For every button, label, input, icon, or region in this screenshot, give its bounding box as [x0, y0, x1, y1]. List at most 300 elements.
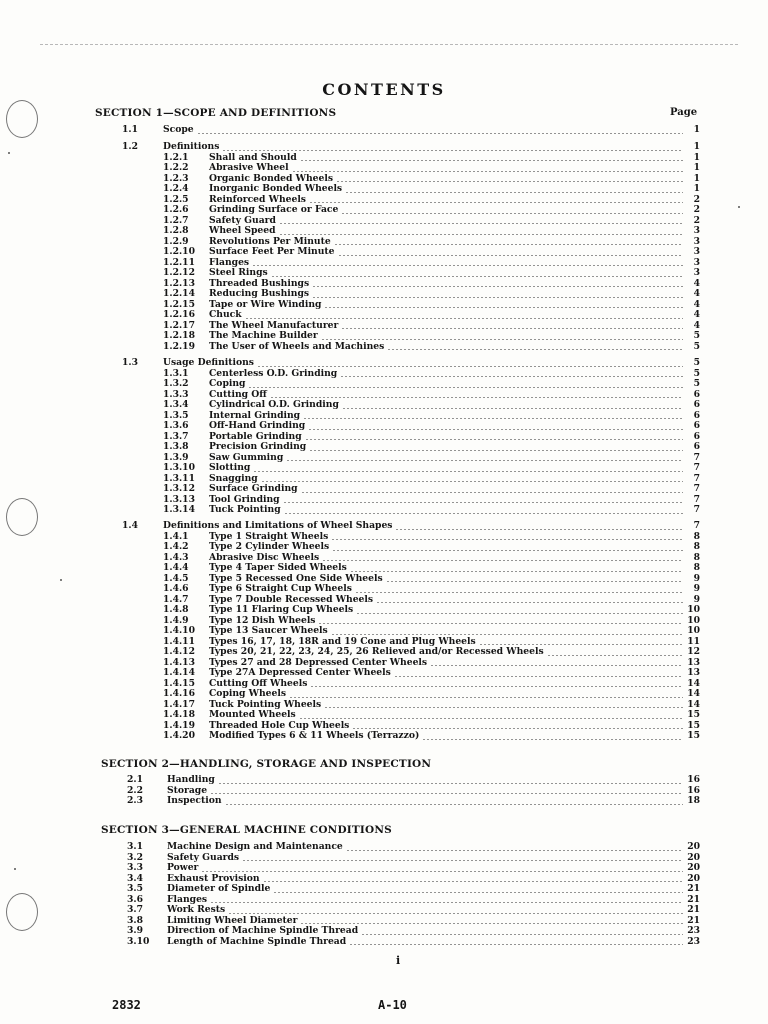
entry-page-number: 5	[693, 341, 700, 352]
entry-number: 1.4.3	[163, 552, 189, 563]
toc-entry-row	[163, 400, 700, 411]
toc-entry-row	[163, 658, 700, 669]
dot-leader	[331, 539, 683, 540]
entry-title: Tuck Pointing Wheels	[209, 699, 322, 710]
entry-number: 3.9	[127, 926, 143, 936]
dot-leader	[303, 418, 683, 419]
entry-page-number: 3	[693, 268, 700, 278]
dot-leader	[261, 481, 683, 482]
entry-page-number: 9	[693, 573, 700, 584]
entry-page-number: 8	[693, 531, 700, 542]
toc-entry-row	[163, 205, 700, 216]
dot-leader	[309, 450, 683, 451]
dot-leader	[245, 318, 683, 319]
entry-title: Wheel Speed	[209, 226, 276, 236]
entry-page-number: 15	[687, 710, 700, 720]
entry-title: Handling	[167, 775, 215, 785]
toc-entry-row	[163, 226, 700, 237]
toc-entry-row	[163, 542, 700, 553]
toc-group-row	[127, 842, 700, 853]
dot-leader	[308, 429, 683, 430]
toc-entry-row	[163, 421, 700, 432]
entry-title: Reducing Bushings	[209, 289, 310, 299]
dot-leader	[248, 387, 683, 388]
dot-leader	[257, 366, 683, 367]
entry-number: 1.3.1	[163, 368, 189, 379]
dot-leader	[197, 133, 683, 134]
dot-leader	[361, 934, 683, 935]
toc-entry-row	[163, 637, 700, 648]
entry-page-number: 5	[693, 379, 700, 389]
entry-page-number: 20	[687, 863, 700, 873]
entry-page-number: 4	[693, 310, 700, 320]
toc-entry-row	[163, 195, 700, 206]
entry-number: 1.2.4	[163, 184, 189, 194]
entry-page-number: 3	[693, 257, 700, 268]
toc-entry-row	[163, 153, 700, 164]
entry-number: 1.4.14	[163, 668, 195, 678]
toc-entry-row	[163, 300, 700, 311]
toc-entry-row	[163, 247, 700, 258]
entry-number: 3.6	[127, 894, 143, 905]
entry-page-number: 4	[693, 278, 700, 289]
scan-speck	[60, 579, 62, 581]
toc-entry-row	[163, 584, 700, 595]
entry-title: Type 2 Cylinder Wheels	[209, 542, 330, 552]
dot-leader	[321, 339, 683, 340]
dot-leader	[331, 634, 683, 635]
dot-leader	[271, 276, 683, 277]
entry-number: 1.2.9	[163, 236, 189, 247]
dot-leader	[270, 397, 683, 398]
dot-leader	[336, 181, 683, 182]
entry-title: Types 16, 17, 18, 18R and 19 Cone and Plug Wheels	[209, 636, 476, 647]
entry-title: Type 5 Recessed One Side Wheels	[209, 573, 383, 584]
entry-number: 1.4	[122, 521, 138, 531]
toc-group-row	[122, 358, 700, 369]
entry-number: 1.4.1	[163, 531, 189, 542]
entry-title: Grinding Surface or Face	[209, 205, 339, 215]
entry-number: 1.4.5	[163, 573, 189, 584]
entry-number: 1.4.7	[163, 594, 189, 605]
dot-leader	[332, 550, 683, 551]
footer-reference: A-10	[378, 998, 407, 1012]
dot-leader	[210, 902, 683, 903]
entry-page-number: 16	[687, 775, 700, 785]
entry-title: Machine Design and Maintenance	[167, 842, 343, 852]
toc-entry-row	[163, 616, 700, 627]
entry-number: 3.2	[127, 852, 143, 863]
toc-entry-row	[163, 731, 700, 742]
dot-leader	[286, 460, 683, 461]
dot-leader	[312, 286, 683, 287]
dot-leader	[300, 160, 683, 161]
entry-number: 1.4.20	[163, 731, 195, 741]
entry-title: Power	[167, 863, 199, 873]
toc-group-row	[127, 926, 700, 937]
dot-leader	[228, 913, 683, 914]
section-heading: SECTION 1—SCOPE AND DEFINITIONS	[95, 107, 337, 119]
entry-title: Centerless O.D. Grinding	[209, 368, 338, 379]
entry-number: 1.2.5	[163, 194, 189, 205]
entry-page-number: 3	[693, 236, 700, 247]
entry-title: The Wheel Manufacturer	[209, 320, 339, 331]
entry-title: Type 4 Taper Sided Wheels	[209, 563, 347, 573]
toc-entry-row	[163, 563, 700, 574]
scan-speck	[8, 152, 10, 154]
entry-page-number: 9	[693, 584, 700, 594]
entry-number: 1.3.5	[163, 410, 189, 421]
dot-leader	[284, 513, 683, 514]
entry-page-number: 7	[693, 505, 700, 515]
dot-leader	[279, 234, 683, 235]
toc-group-row	[127, 853, 700, 864]
entry-page-number: 6	[693, 389, 700, 400]
entry-page-number: 20	[687, 852, 700, 863]
entry-number: 1.4.19	[163, 720, 195, 731]
toc-entry-row	[163, 289, 700, 300]
toc-group-row	[122, 142, 700, 153]
entry-title: Tape or Wire Winding	[209, 299, 322, 310]
dot-leader	[341, 213, 683, 214]
scan-speck	[14, 868, 16, 870]
entry-title: Scope	[163, 125, 194, 135]
toc-entry-row	[163, 553, 700, 564]
entry-number: 1.4.16	[163, 689, 195, 699]
entry-title: Reinforced Wheels	[209, 194, 306, 205]
entry-page-number: 21	[687, 894, 700, 905]
dot-leader	[422, 739, 683, 740]
entry-number: 1.4.18	[163, 710, 195, 720]
dot-leader	[349, 944, 683, 945]
entry-page-number: 10	[687, 626, 700, 636]
entry-page-number: 4	[693, 299, 700, 310]
entry-page-number: 23	[687, 936, 700, 947]
toc-entry-row	[163, 163, 700, 174]
entry-title: Revolutions Per Minute	[209, 236, 331, 247]
toc-entry-row	[163, 279, 700, 290]
entry-number: 1.2.1	[163, 152, 189, 163]
entry-number: 1.2	[122, 142, 138, 152]
entry-title: Internal Grinding	[209, 410, 301, 421]
entry-page-number: 2	[693, 194, 700, 205]
entry-number: 1.2.7	[163, 215, 189, 226]
dot-leader	[218, 783, 683, 784]
entry-page-number: 14	[687, 689, 700, 699]
dot-leader	[225, 804, 683, 805]
toc-group-row	[127, 916, 700, 927]
entry-title: Tool Grinding	[209, 494, 280, 505]
entry-title: Direction of Machine Spindle Thread	[167, 926, 359, 936]
entry-page-number: 15	[687, 731, 700, 741]
entry-number: 1.3.12	[163, 484, 195, 494]
dot-leader	[352, 728, 683, 729]
entry-page-number: 13	[687, 657, 700, 668]
punch-hole-middle	[6, 498, 38, 536]
entry-number: 1.2.13	[163, 278, 195, 289]
toc-entry-row	[163, 495, 700, 506]
entry-number: 3.10	[127, 936, 150, 947]
entry-title: Flanges	[209, 257, 250, 268]
entry-number: 1.4.2	[163, 542, 189, 552]
dot-leader	[334, 244, 683, 245]
dot-leader	[309, 202, 683, 203]
entry-title: Diameter of Spindle	[167, 884, 271, 894]
entry-page-number: 20	[687, 873, 700, 884]
entry-number: 1.4.11	[163, 636, 195, 647]
dot-leader	[279, 223, 683, 224]
entry-page-number: 15	[687, 720, 700, 731]
toc-entry-row	[163, 268, 700, 279]
toc-entry-row	[163, 484, 700, 495]
entry-page-number: 23	[687, 926, 700, 936]
entry-number: 1.2.19	[163, 341, 195, 352]
entry-page-number: 8	[693, 552, 700, 563]
entry-page-number: 6	[693, 421, 700, 431]
dot-leader	[289, 697, 683, 698]
entry-title: The Machine Builder	[209, 331, 318, 341]
dot-leader	[350, 571, 683, 572]
entry-number: 1.3.11	[163, 473, 195, 484]
entry-title: Chuck	[209, 310, 242, 320]
entry-page-number: 6	[693, 400, 700, 410]
toc-entry-row	[163, 532, 700, 543]
entry-title: Inspection	[167, 796, 222, 806]
entry-page-number: 2	[693, 215, 700, 226]
entry-title: Portable Grinding	[209, 431, 302, 442]
toc-group-row	[122, 125, 700, 136]
dot-leader	[356, 613, 683, 614]
entry-page-number: 4	[693, 320, 700, 331]
entry-title: Type 6 Straight Cup Wheels	[209, 584, 352, 594]
entry-number: 3.1	[127, 842, 143, 852]
entry-number: 2.1	[127, 775, 143, 785]
entry-number: 2.2	[127, 785, 143, 796]
entry-number: 1.2.18	[163, 331, 195, 341]
entry-number: 1.3.14	[163, 505, 195, 515]
entry-title: Safety Guards	[167, 852, 240, 863]
entry-page-number: 14	[687, 678, 700, 689]
entry-title: Organic Bonded Wheels	[209, 173, 333, 184]
toc-entry-row	[163, 710, 700, 721]
entry-title: Surface Feet Per Minute	[209, 247, 335, 257]
entry-title: Definitions	[163, 142, 220, 152]
toc-entry-row	[163, 668, 700, 679]
dot-leader	[395, 529, 683, 530]
toc-entry-row	[163, 442, 700, 453]
dot-leader	[273, 892, 683, 893]
entry-number: 1.2.16	[163, 310, 195, 320]
entry-title: Abrasive Disc Wheels	[209, 552, 320, 563]
dot-leader	[324, 307, 683, 308]
entry-title: Type 1 Straight Wheels	[209, 531, 329, 542]
toc-entry-row	[163, 331, 700, 342]
dot-leader	[322, 560, 683, 561]
entry-number: 1.2.12	[163, 268, 195, 278]
dot-leader	[342, 408, 683, 409]
dot-leader	[210, 793, 683, 794]
punch-hole-bottom	[6, 893, 38, 931]
entry-title: Storage	[167, 785, 208, 796]
page-column-header: Page	[670, 107, 698, 118]
entry-page-number: 18	[687, 796, 700, 806]
dot-leader	[340, 376, 683, 377]
entry-number: 1.3.4	[163, 400, 189, 410]
page-title: CONTENTS	[322, 80, 446, 99]
toc-entry-row	[163, 216, 700, 227]
dot-leader	[346, 850, 683, 851]
entry-number: 1.4.12	[163, 647, 195, 657]
dot-leader	[394, 676, 683, 677]
entry-page-number: 21	[687, 915, 700, 926]
entry-title: Cutting Off	[209, 389, 267, 400]
toc-group-row	[122, 521, 700, 532]
dot-leader	[263, 881, 683, 882]
entry-number: 2.3	[127, 796, 143, 806]
dot-leader	[242, 860, 683, 861]
entry-title: Safety Guard	[209, 215, 276, 226]
entry-page-number: 5	[693, 368, 700, 379]
dot-leader	[310, 686, 683, 687]
entry-number: 1.2.17	[163, 320, 195, 331]
entry-title: Saw Gumming	[209, 452, 284, 463]
toc-entry-row	[163, 342, 700, 353]
entry-page-number: 14	[687, 699, 700, 710]
entry-number: 1.4.13	[163, 657, 195, 668]
entry-page-number: 7	[693, 473, 700, 484]
entry-page-number: 3	[693, 226, 700, 236]
entry-title: Mounted Wheels	[209, 710, 296, 720]
entry-title: Types 20, 21, 22, 23, 24, 25, 26 Relieved and/or Recessed Wheels	[209, 647, 544, 657]
entry-page-number: 16	[687, 785, 700, 796]
toc-group-row	[127, 874, 700, 885]
toc-group-row	[127, 937, 700, 948]
dot-leader	[355, 592, 683, 593]
entry-title: Exhaust Provision	[167, 873, 260, 884]
toc-entry-row	[163, 463, 700, 474]
dot-leader	[305, 439, 683, 440]
dot-leader	[312, 297, 683, 298]
toc-entry-row	[163, 453, 700, 464]
entry-number: 1.3.6	[163, 421, 189, 431]
entry-number: 1.2.11	[163, 257, 195, 268]
section-heading: SECTION 2—HANDLING, STORAGE AND INSPECTION	[101, 758, 432, 770]
entry-number: 1.3.9	[163, 452, 189, 463]
entry-title: Type 11 Flaring Cup Wheels	[209, 605, 354, 615]
dot-leader	[479, 644, 683, 645]
dot-leader	[318, 623, 683, 624]
entry-title: Type 27A Depressed Center Wheels	[209, 668, 391, 678]
entry-number: 1.3.2	[163, 379, 189, 389]
entry-page-number: 4	[693, 289, 700, 299]
entry-title: Surface Grinding	[209, 484, 298, 494]
entry-title: Type 12 Dish Wheels	[209, 615, 316, 626]
entry-title: Coping Wheels	[209, 689, 287, 699]
dot-leader	[300, 923, 683, 924]
toc-group-row	[127, 884, 700, 895]
entry-number: 1.4.9	[163, 615, 189, 626]
scan-speck	[738, 206, 740, 208]
toc-entry-row	[163, 390, 700, 401]
entry-title: Slotting	[209, 463, 251, 473]
entry-page-number: 3	[693, 247, 700, 257]
entry-page-number: 13	[687, 668, 700, 678]
dot-leader	[299, 718, 683, 719]
entry-title: Abrasive Wheel	[209, 163, 289, 173]
entry-page-number: 7	[693, 484, 700, 494]
entry-number: 1.2.6	[163, 205, 189, 215]
toc-entry-row	[163, 605, 700, 616]
entry-title: Shall and Should	[209, 152, 297, 163]
entry-title: Tuck Pointing	[209, 505, 281, 515]
entry-title: Usage Definitions	[163, 358, 254, 368]
toc-entry-row	[163, 258, 700, 269]
entry-page-number: 1	[693, 184, 700, 194]
entry-page-number: 1	[693, 125, 700, 135]
entry-page-number: 7	[693, 463, 700, 473]
toc-group-row	[127, 895, 700, 906]
toc-entry-row	[163, 432, 700, 443]
entry-page-number: 1	[693, 142, 700, 152]
entry-page-number: 6	[693, 431, 700, 442]
entry-title: Snagging	[209, 473, 258, 484]
entry-title: Inorganic Bonded Wheels	[209, 184, 343, 194]
entry-title: Precision Grinding	[209, 442, 307, 452]
entry-page-number: 9	[693, 594, 700, 605]
punch-hole-top	[6, 100, 38, 138]
entry-page-number: 1	[693, 152, 700, 163]
entry-title: Type 7 Double Recessed Wheels	[209, 594, 374, 605]
dot-leader	[338, 255, 683, 256]
entry-page-number: 8	[693, 542, 700, 552]
entry-number: 1.2.15	[163, 299, 195, 310]
entry-number: 1.4.15	[163, 678, 195, 689]
dot-leader	[283, 502, 683, 503]
entry-title: Cutting Off Wheels	[209, 678, 308, 689]
entry-number: 3.4	[127, 873, 143, 884]
entry-number: 3.5	[127, 884, 143, 894]
entry-number: 1.2.3	[163, 173, 189, 184]
toc-entry-row	[163, 237, 700, 248]
toc-group-row	[127, 786, 700, 797]
toc-entry-row	[163, 647, 700, 658]
entry-page-number: 21	[687, 884, 700, 894]
toc-group-row	[127, 796, 700, 807]
toc-entry-row	[163, 411, 700, 422]
entry-page-number: 2	[693, 205, 700, 215]
entry-title: Limiting Wheel Diameter	[167, 915, 298, 926]
toc-entry-row	[163, 310, 700, 321]
dot-leader	[345, 192, 683, 193]
entry-number: 1.2.14	[163, 289, 195, 299]
toc-entry-row	[163, 379, 700, 390]
dot-leader	[253, 471, 683, 472]
toc-entry-row	[163, 369, 700, 380]
entry-title: Length of Machine Spindle Thread	[167, 936, 347, 947]
dot-leader	[252, 265, 683, 266]
entry-title: The User of Wheels and Machines	[209, 341, 385, 352]
entry-title: Work Rests	[167, 905, 226, 915]
dot-leader	[301, 492, 683, 493]
entry-page-number: 7	[693, 494, 700, 505]
entry-title: Threaded Bushings	[209, 278, 310, 289]
entry-title: Types 27 and 28 Depressed Center Wheels	[209, 657, 428, 668]
footer-code: 2832	[112, 998, 141, 1012]
entry-number: 1.3.3	[163, 389, 189, 400]
entry-page-number: 6	[693, 442, 700, 452]
entry-page-number: 12	[687, 647, 700, 657]
dot-leader	[341, 328, 683, 329]
